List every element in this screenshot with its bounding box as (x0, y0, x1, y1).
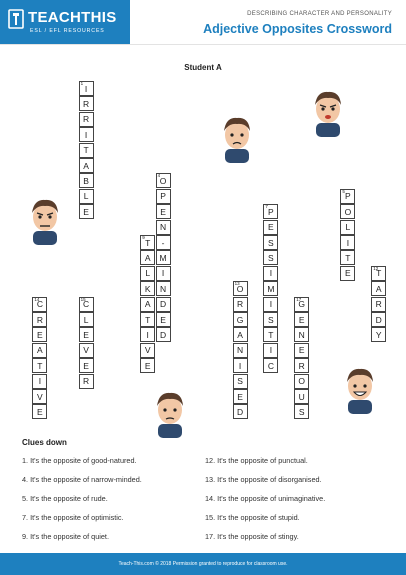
clue-left: 7. It's the opposite of optimistic. (22, 513, 124, 522)
crossword-cell[interactable] (32, 343, 47, 358)
brand-tagline: ESL / EFL RESOURCES (30, 28, 105, 34)
cell-letter: R (375, 299, 382, 310)
cell-letter: T (268, 329, 274, 340)
crossword-cell[interactable] (233, 374, 248, 389)
cell-letter: O (159, 175, 167, 186)
clue-right: 17. It's the opposite of stingy. (205, 532, 299, 541)
cell-letter: S (237, 376, 243, 387)
cell-letter: D (375, 314, 382, 325)
crossword-cell[interactable] (294, 404, 309, 419)
crossword-cell[interactable] (263, 235, 278, 250)
cell-letter: E (37, 329, 43, 340)
worksheet-title: Adjective Opposites Crossword (203, 22, 392, 36)
crossword-cell[interactable] (79, 81, 94, 96)
crossword-cell[interactable] (233, 358, 248, 373)
cell-letter: E (83, 206, 89, 217)
cell-letter: T (83, 145, 89, 156)
crossword-cell[interactable] (79, 204, 94, 219)
crossword-cell[interactable] (156, 266, 171, 281)
crossword-cell[interactable] (294, 343, 309, 358)
cell-letter: L (345, 222, 351, 233)
cell-letter: I (269, 268, 273, 279)
crossword-cell[interactable] (263, 281, 278, 296)
crossword-cell[interactable] (340, 250, 355, 265)
cell-letter: C (267, 360, 274, 371)
cell-letter: M (159, 252, 167, 263)
cell-letter: I (161, 268, 165, 279)
clues-heading: Clues down (22, 438, 67, 447)
clue-number: 17 (296, 296, 302, 302)
crossword-cell[interactable] (156, 204, 171, 219)
crossword-cell[interactable] (263, 266, 278, 281)
cell-letter: A (237, 329, 243, 340)
cell-letter: N (298, 329, 305, 340)
crossword-cell[interactable] (32, 389, 47, 404)
crossword-cell[interactable] (140, 281, 155, 296)
cell-letter: I (269, 345, 273, 356)
cell-letter: E (237, 391, 243, 402)
crossword-cell[interactable] (79, 358, 94, 373)
cell-letter: V (144, 345, 151, 356)
clue-number: 12 (373, 265, 379, 271)
cell-letter: L (83, 314, 89, 325)
crossword-cell[interactable] (156, 327, 171, 342)
clue-left: 4. It's the opposite of narrow-minded. (22, 475, 142, 484)
clue-left: 5. It's the opposite of rude. (22, 494, 108, 503)
crossword-cell[interactable] (294, 327, 309, 342)
crossword-cell[interactable] (156, 281, 171, 296)
cell-letter: S (298, 406, 305, 417)
crossword-cell[interactable] (32, 327, 47, 342)
crossword-cell[interactable] (340, 189, 355, 204)
page-footer: Teach-This.com © 2018 Permission granted to reproduce for classroom use. (0, 553, 406, 575)
cartoon-face-angry-left (28, 195, 62, 245)
crossword-cell[interactable] (371, 312, 386, 327)
cell-letter: I (84, 83, 88, 94)
crossword-cell[interactable] (32, 358, 47, 373)
cartoon-face-worried (153, 388, 187, 438)
crossword-cell[interactable] (140, 250, 155, 265)
cell-letter: K (144, 283, 151, 294)
crossword-cell[interactable] (156, 235, 171, 250)
crossword-cell[interactable] (32, 404, 47, 419)
cell-letter: V (83, 345, 89, 356)
cell-letter: A (144, 299, 151, 310)
cell-letter: I (38, 376, 42, 387)
cell-letter: N (160, 222, 167, 233)
cartoon-face-sad (220, 113, 254, 163)
crossword-cell[interactable] (233, 312, 248, 327)
cell-letter: P (160, 191, 166, 202)
cell-letter: C (36, 299, 43, 310)
crossword-cell[interactable] (371, 281, 386, 296)
crossword-cell[interactable] (79, 297, 94, 312)
crossword-cell[interactable] (140, 312, 155, 327)
crossword-cell[interactable] (294, 297, 309, 312)
cell-letter: E (37, 406, 43, 417)
crossword-cell[interactable] (79, 343, 94, 358)
cell-letter: - (161, 237, 165, 248)
crossword-cell[interactable] (371, 297, 386, 312)
cell-letter: N (237, 345, 244, 356)
crossword-cell[interactable] (156, 189, 171, 204)
clue-number: 15 (80, 296, 86, 302)
clue-number: 7 (265, 204, 268, 210)
crossword-cell[interactable] (263, 297, 278, 312)
cell-letter: V (37, 391, 43, 402)
crossword-cell[interactable] (140, 343, 155, 358)
crossword-cell[interactable] (233, 343, 248, 358)
crossword-cell[interactable] (79, 189, 94, 204)
clue-number: 4 (157, 173, 161, 179)
crossword-cell[interactable] (140, 327, 155, 342)
cell-letter: T (37, 360, 43, 371)
cell-letter: D (160, 329, 167, 340)
cell-letter: A (144, 252, 151, 263)
crossword-cell[interactable] (263, 220, 278, 235)
crossword-cell[interactable] (371, 266, 386, 281)
crossword-cell[interactable] (233, 389, 248, 404)
cell-letter: R (237, 299, 244, 310)
cell-letter: M (267, 283, 275, 294)
crossword-cell[interactable] (79, 312, 94, 327)
crossword-cell[interactable] (79, 96, 94, 111)
clue-right: 13. It's the opposite of disorganised. (205, 475, 322, 484)
cell-letter: E (144, 360, 151, 371)
cell-letter: B (83, 175, 89, 186)
cell-letter: U (298, 391, 305, 402)
cell-letter: D (237, 406, 244, 417)
cell-letter: G (236, 314, 244, 325)
clue-right: 14. It's the opposite of unimaginative. (205, 494, 326, 503)
crossword-cell[interactable] (263, 312, 278, 327)
cell-letter: T (145, 314, 151, 325)
crossword-cell[interactable] (79, 173, 94, 188)
cell-letter: L (83, 191, 89, 202)
crossword-cell[interactable] (140, 297, 155, 312)
cell-letter: R (83, 114, 90, 125)
crossword-cell[interactable] (79, 112, 94, 127)
crossword-cell[interactable] (371, 327, 386, 342)
crossword-cell[interactable] (340, 235, 355, 250)
cell-letter: R (36, 314, 43, 325)
clue-number: 1 (80, 81, 84, 86)
cell-letter: T (145, 237, 151, 248)
cell-letter: I (346, 237, 350, 248)
crossword-cell[interactable] (156, 220, 171, 235)
crossword-cell[interactable] (79, 374, 94, 389)
crossword-cell[interactable] (79, 127, 94, 142)
clue-right: 15. It's the opposite of stupid. (205, 513, 300, 522)
cell-letter: A (83, 160, 89, 171)
crossword-cell[interactable] (156, 173, 171, 188)
clue-right: 12. It's the opposite of punctual. (205, 456, 308, 465)
cell-letter: E (268, 222, 274, 233)
crossword-cell[interactable] (79, 327, 94, 342)
cell-letter: I (146, 329, 149, 340)
cell-letter: E (298, 314, 305, 325)
student-label: Student A (184, 63, 222, 72)
cell-letter: S (268, 252, 274, 263)
brand-name: TEACHTHIS (28, 9, 117, 26)
crossword-cell[interactable] (340, 266, 355, 281)
cell-letter: L (145, 268, 151, 279)
cartoon-face-happy (343, 364, 377, 414)
cell-letter: Y (375, 329, 382, 340)
clue-left: 1. It's the opposite of good-natured. (22, 456, 137, 465)
crossword-cell[interactable] (340, 220, 355, 235)
cell-letter: E (160, 206, 166, 217)
cell-letter: O (298, 376, 305, 387)
cell-letter: E (83, 360, 89, 371)
crossword-cell[interactable] (156, 297, 171, 312)
crossword-cell[interactable] (263, 250, 278, 265)
cell-letter: P (268, 206, 274, 217)
cartoon-face-angry (311, 87, 345, 137)
cell-letter: I (238, 360, 242, 371)
crossword-cell[interactable] (140, 266, 155, 281)
crossword-cell[interactable] (233, 404, 248, 419)
cell-letter: R (298, 360, 305, 371)
crossword-cell[interactable] (233, 297, 248, 312)
crossword-cell[interactable] (32, 312, 47, 327)
crossword-cell[interactable] (294, 389, 309, 404)
clue-left: 9. It's the opposite of quiet. (22, 532, 109, 541)
crossword-cell[interactable] (294, 374, 309, 389)
cell-letter: R (83, 98, 90, 109)
crossword-cell[interactable] (32, 374, 47, 389)
clue-number: 5 (342, 188, 345, 194)
cell-letter: T (345, 252, 351, 263)
cell-letter: A (375, 283, 382, 294)
cell-letter: I (84, 129, 88, 140)
cell-letter: I (269, 299, 273, 310)
cell-letter: R (83, 376, 90, 387)
crossword-cell[interactable] (263, 327, 278, 342)
crossword-cell[interactable] (79, 158, 94, 173)
crossword-cell[interactable] (156, 250, 171, 265)
cell-letter: S (268, 314, 274, 325)
clue-number: 14 (34, 296, 40, 302)
cell-letter: E (298, 345, 305, 356)
cell-letter: E (345, 268, 351, 279)
crossword-cell[interactable] (140, 358, 155, 373)
cell-letter: O (236, 283, 244, 294)
crossword-cell[interactable] (263, 358, 278, 373)
cell-letter: G (298, 299, 305, 310)
crossword-cell[interactable] (32, 297, 47, 312)
cell-letter: A (37, 345, 43, 356)
crossword-cell[interactable] (79, 143, 94, 158)
worksheet-subject: DESCRIBING CHARACTER AND PERSONALITY (247, 11, 392, 17)
crossword-cell[interactable] (263, 204, 278, 219)
cell-letter: D (160, 299, 167, 310)
cell-letter: N (160, 283, 167, 294)
crossword-cell[interactable] (233, 281, 248, 296)
crossword-cell[interactable] (294, 358, 309, 373)
cell-letter: O (344, 206, 352, 217)
cell-letter: C (83, 299, 90, 310)
crossword-cell[interactable] (233, 327, 248, 342)
crossword-cell[interactable] (263, 343, 278, 358)
crossword-cell[interactable] (340, 204, 355, 219)
cell-letter: E (83, 329, 89, 340)
cell-letter: S (268, 237, 274, 248)
cell-letter: E (160, 314, 166, 325)
cell-letter: T (376, 268, 382, 279)
crossword-cell[interactable] (156, 312, 171, 327)
clue-number: 13 (234, 281, 240, 287)
cell-letter: P (345, 191, 351, 202)
crossword-cell[interactable] (140, 235, 155, 250)
crossword-cell[interactable] (294, 312, 309, 327)
clue-number: 9 (142, 235, 145, 240)
